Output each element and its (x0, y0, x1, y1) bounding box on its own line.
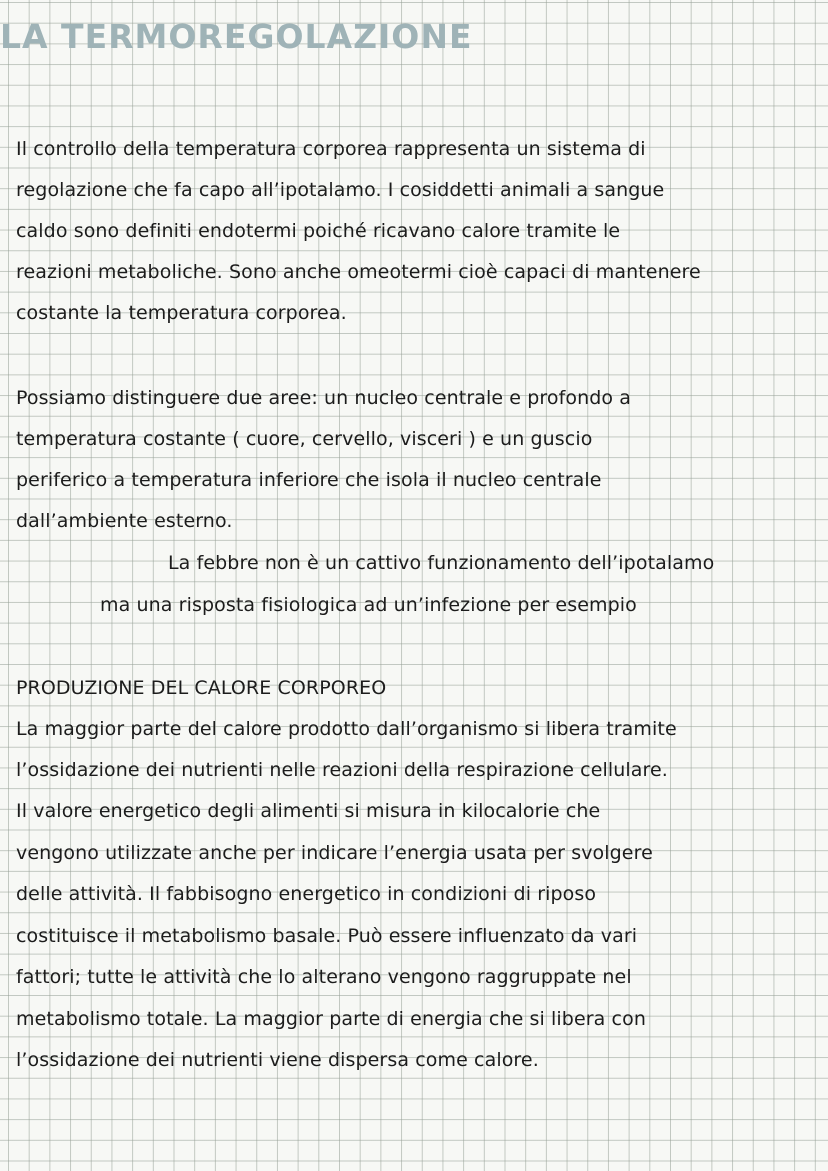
paragraph3-line-9: l’ossidazione dei nutrienti viene dispersa come calore. (16, 1049, 539, 1071)
paragraph2-line-1: Possiamo distinguere due aree: un nucleo centrale e profondo a (16, 387, 632, 409)
paragraph1-line-4: reazioni metaboliche. Sono anche omeotermi cioè capaci di mantenere (16, 261, 701, 283)
paragraph3-line-4: vengono utilizzate anche per indicare l’energia usata per svolgere (16, 842, 653, 864)
note-line-2: ma una risposta fisiologica ad un’infezione per esempio (100, 594, 637, 616)
paragraph1-line-3: caldo sono definiti endotermi poiché ricavano calore tramite le (16, 220, 621, 242)
page-title: LA TERMOREGOLAZIONE (0, 17, 473, 56)
paragraph3-line-8: metabolismo totale. La maggior parte di energia che si libera con (16, 1008, 646, 1030)
paragraph1-line-2: regolazione che fa capo all’ipotalamo. I cosiddetti animali a sangue (16, 179, 665, 201)
paragraph3-line-7: fattori; tutte le attività che lo alterano vengono raggruppate nel (16, 966, 632, 988)
section-heading: PRODUZIONE DEL CALORE CORPOREO (16, 677, 387, 699)
note-line-1: La febbre non è un cattivo funzionamento dell’ipotalamo (168, 552, 715, 574)
paragraph3-line-2: l’ossidazione dei nutrienti nelle reazioni della respirazione cellulare. (16, 759, 668, 781)
paragraph3-line-3: Il valore energetico degli alimenti si misura in kilocalorie che (16, 800, 601, 822)
paragraph1-line-5: costante la temperatura corporea. (16, 302, 347, 324)
paragraph1-line-1: Il controllo della temperatura corporea rappresenta un sistema di (16, 138, 646, 160)
paragraph2-line-3: periferico a temperatura inferiore che isola il nucleo centrale (16, 469, 602, 491)
paragraph3-line-6: costituisce il metabolismo basale. Può essere influenzato da vari (16, 925, 638, 947)
paragraph3-line-1: La maggior parte del calore prodotto dall’organismo si libera tramite (16, 718, 677, 740)
paragraph2-line-4: dall’ambiente esterno. (16, 510, 233, 532)
paragraph2-line-2: temperatura costante ( cuore, cervello, visceri ) e un guscio (16, 428, 593, 450)
paragraph3-line-5: delle attività. Il fabbisogno energetico in condizioni di riposo (16, 883, 597, 905)
